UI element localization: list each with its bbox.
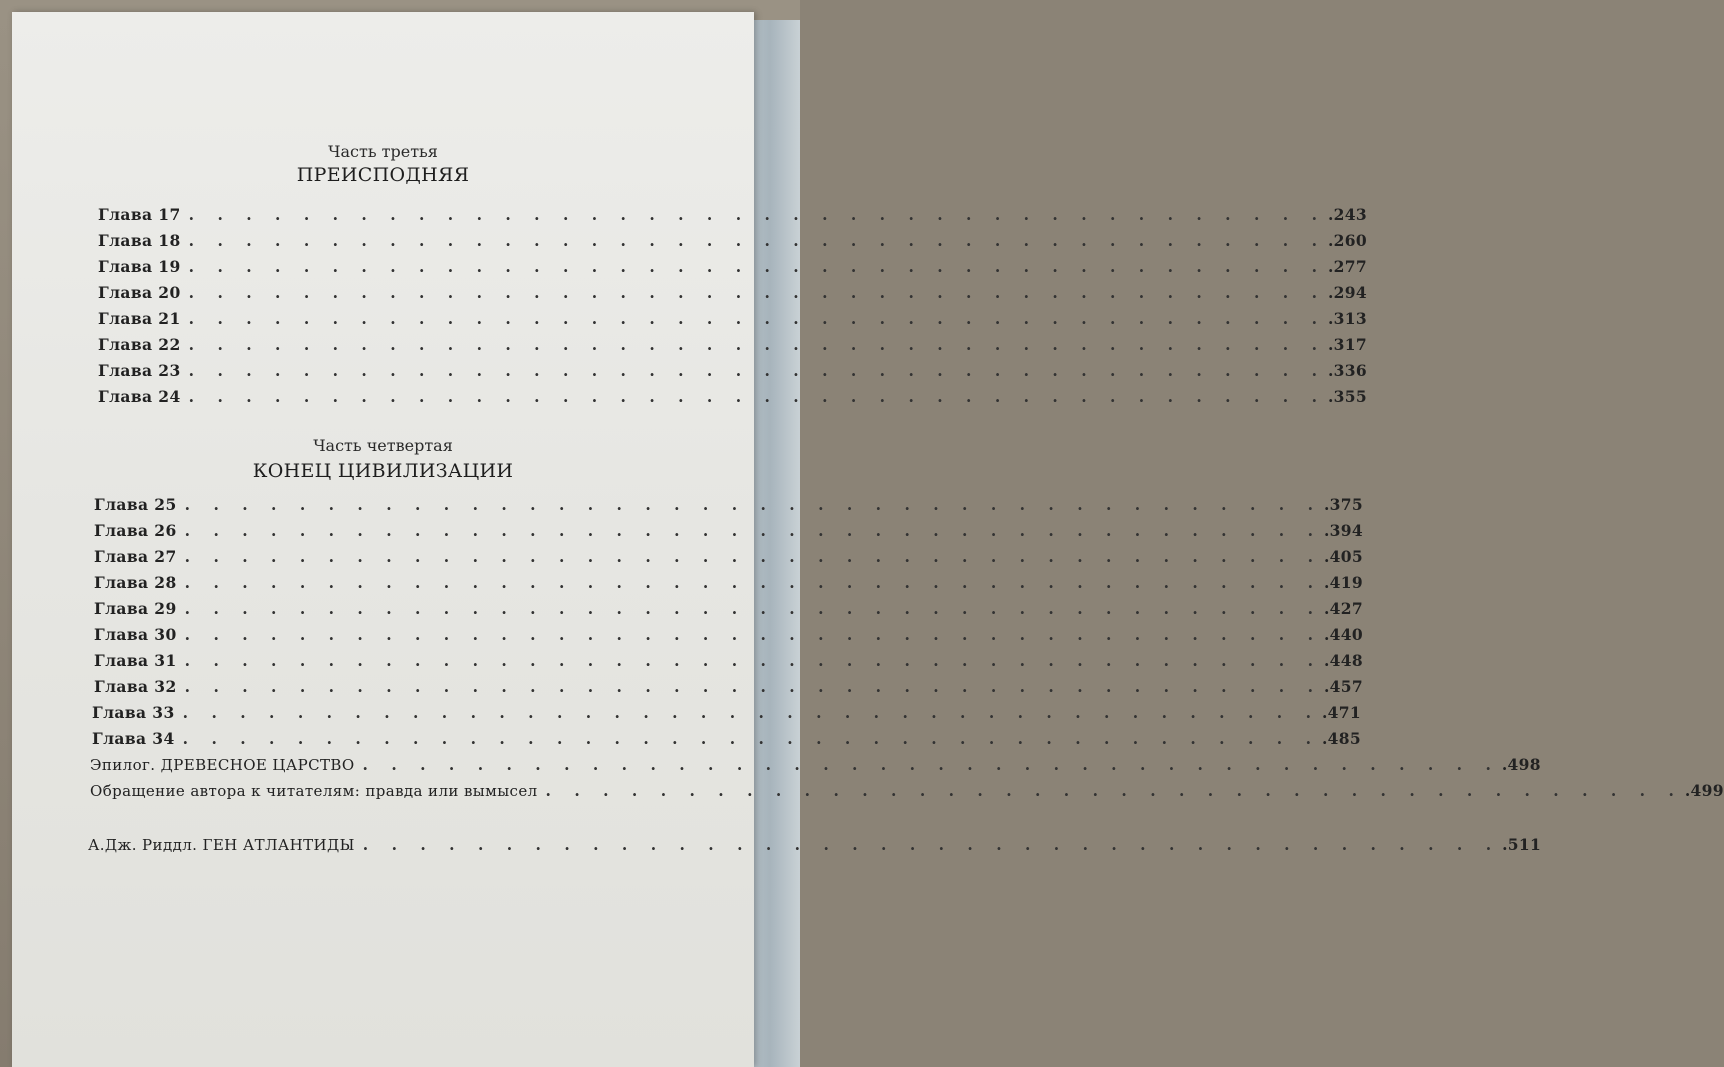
toc-entry-title: Глава 31 bbox=[94, 651, 177, 670]
toc-entry-title: А.Дж. Риддл. ГЕН АТЛАНТИДЫ bbox=[88, 836, 355, 854]
toc-leader-dots: . . . . . . . . . . . . . . . . . . . . . . . . . . . . . . . . . . . . . . . . bbox=[362, 755, 1500, 774]
toc-entry-page: .336 bbox=[1327, 361, 1367, 380]
toc-entry-title: Глава 33 bbox=[92, 703, 175, 722]
toc-entry-chapter-21 bbox=[98, 308, 1367, 330]
toc-entry-page: .243 bbox=[1327, 205, 1367, 224]
toc-entry-page: .498 bbox=[1501, 755, 1541, 774]
toc-leader-dots: . . . . . . . . . . . . . . . . . . . . . . . . . . . . . . . . . . . . . . . . bbox=[184, 495, 1322, 514]
part-3-title: ПРЕИСПОДНЯЯ bbox=[296, 164, 470, 186]
toc-leader-dots: . . . . . . . . . . . . . . . . . . . . . . . . . . . . . . . . . . . . . . . . bbox=[184, 651, 1322, 670]
toc-leader-dots: . . . . . . . . . . . . . . . . . . . . . . . . . . . . . . . . . . . . . . . . bbox=[182, 729, 1320, 748]
toc-entry-chapter-19 bbox=[98, 256, 1367, 278]
toc-entry-appendix bbox=[88, 834, 1542, 856]
toc-entry-chapter-28 bbox=[94, 572, 1363, 594]
toc-entry-page: .511 bbox=[1502, 835, 1542, 854]
toc-entry-chapter-30 bbox=[94, 624, 1363, 646]
toc-leader-dots: . . . . . . . . . . . . . . . . . . . . . . . . . . . . . . . . . . . . . . . . bbox=[184, 625, 1322, 644]
toc-leader-dots: . . . . . . . . . . . . . . . . . . . . . . . . . . . . . . . . . . . . . . . . bbox=[184, 599, 1322, 618]
toc-entry-author-address bbox=[90, 780, 1724, 802]
toc-entry-title: Глава 23 bbox=[98, 361, 181, 380]
part-4-title: КОНЕЦ ЦИВИЛИЗАЦИИ bbox=[252, 460, 514, 482]
part-3-label: Часть третья bbox=[328, 142, 438, 161]
toc-leader-dots: . . . . . . . . . . . . . . . . . . . . . . . . . . . . . . . . . . . . . . . . bbox=[188, 361, 1326, 380]
toc-entry-page: .375 bbox=[1323, 495, 1363, 514]
toc-entry-page: .277 bbox=[1327, 257, 1367, 276]
toc-entry-chapter-32 bbox=[94, 676, 1363, 698]
toc-entry-page: .427 bbox=[1323, 599, 1363, 618]
toc-entry-page: .419 bbox=[1323, 573, 1363, 592]
toc-leader-dots: . . . . . . . . . . . . . . . . . . . . . . . . . . . . . . . . . . . . . . . . bbox=[184, 521, 1322, 540]
toc-entry-title: Глава 20 bbox=[98, 283, 181, 302]
toc-entry-chapter-24 bbox=[98, 386, 1367, 408]
toc-entry-chapter-34 bbox=[92, 728, 1361, 750]
toc-entry-page: .485 bbox=[1321, 729, 1361, 748]
toc-entry-page: .499 bbox=[1684, 781, 1724, 800]
toc-entry-chapter-22 bbox=[98, 334, 1367, 356]
toc-entry-page: .317 bbox=[1327, 335, 1367, 354]
toc-entry-title: Глава 26 bbox=[94, 521, 177, 540]
toc-entry-chapter-29 bbox=[94, 598, 1363, 620]
toc-entry-title: Глава 27 bbox=[94, 547, 177, 566]
toc-entry-title: Глава 21 bbox=[98, 309, 181, 328]
toc-entry-chapter-26 bbox=[94, 520, 1363, 542]
toc-entry-title: Глава 17 bbox=[98, 205, 181, 224]
book-page bbox=[12, 12, 1724, 1067]
toc-entry-title: Глава 24 bbox=[98, 387, 181, 406]
toc-entry-page: .405 bbox=[1323, 547, 1363, 566]
toc-leader-dots: . . . . . . . . . . . . . . . . . . . . . . . . . . . . . . . . . . . . . . . . bbox=[188, 231, 1326, 250]
toc-entry-title: Глава 30 bbox=[94, 625, 177, 644]
toc-leader-dots: . . . . . . . . . . . . . . . . . . . . . . . . . . . . . . . . . . . . . . . . bbox=[188, 387, 1326, 406]
toc-entry-title: Глава 32 bbox=[94, 677, 177, 696]
toc-leader-dots: . . . . . . . . . . . . . . . . . . . . . . . . . . . . . . . . . . . . . . . . bbox=[184, 677, 1322, 696]
toc-entry-page: .394 bbox=[1323, 521, 1363, 540]
toc-entry-title: Глава 19 bbox=[98, 257, 181, 276]
toc-entry-page: .440 bbox=[1323, 625, 1363, 644]
toc-entry-page: .355 bbox=[1327, 387, 1367, 406]
toc-entry-chapter-20 bbox=[98, 282, 1367, 304]
toc-entry-chapter-18 bbox=[98, 230, 1367, 252]
toc-entry-title: Глава 34 bbox=[92, 729, 175, 748]
toc-entry-title: Обращение автора к читателям: правда или вымысел bbox=[90, 782, 538, 800]
toc-entry-epilogue bbox=[90, 754, 1541, 776]
toc-entry-chapter-23 bbox=[98, 360, 1367, 382]
toc-leader-dots: . . . . . . . . . . . . . . . . . . . . . . . . . . . . . . . . . . . . . . . . bbox=[184, 547, 1322, 566]
toc-leader-dots: . . . . . . . . . . . . . . . . . . . . . . . . . . . . . . . . . . . . . . . . bbox=[188, 335, 1326, 354]
toc-leader-dots: . . . . . . . . . . . . . . . . . . . . . . . . . . . . . . . . . . . . . . . . bbox=[545, 781, 1683, 800]
toc-entry-chapter-25 bbox=[94, 494, 1363, 516]
toc-leader-dots: . . . . . . . . . . . . . . . . . . . . . . . . . . . . . . . . . . . . . . . . bbox=[182, 703, 1320, 722]
toc-entry-page: .448 bbox=[1323, 651, 1363, 670]
toc-leader-dots: . . . . . . . . . . . . . . . . . . . . . . . . . . . . . . . . . . . . . . . . bbox=[184, 573, 1322, 592]
toc-entry-title: Эпилог. ДРЕВЕСНОЕ ЦАРСТВО bbox=[90, 756, 355, 774]
toc-entry-title: Глава 29 bbox=[94, 599, 177, 618]
toc-entry-page: .457 bbox=[1323, 677, 1363, 696]
toc-leader-dots: . . . . . . . . . . . . . . . . . . . . . . . . . . . . . . . . . . . . . . . . bbox=[188, 205, 1326, 224]
toc-entry-page: .471 bbox=[1321, 703, 1361, 722]
toc-entry-page: .294 bbox=[1327, 283, 1367, 302]
toc-leader-dots: . . . . . . . . . . . . . . . . . . . . . . . . . . . . . . . . . . . . . . . . bbox=[188, 309, 1326, 328]
toc-leader-dots: . . . . . . . . . . . . . . . . . . . . . . . . . . . . . . . . . . . . . . . . bbox=[188, 257, 1326, 276]
toc-leader-dots: . . . . . . . . . . . . . . . . . . . . . . . . . . . . . . . . . . . . . . . . bbox=[188, 283, 1326, 302]
toc-entry-chapter-17 bbox=[98, 204, 1367, 226]
toc-entry-page: .313 bbox=[1327, 309, 1367, 328]
toc-entry-chapter-27 bbox=[94, 546, 1363, 568]
toc-entry-chapter-31 bbox=[94, 650, 1363, 672]
toc-leader-dots: . . . . . . . . . . . . . . . . . . . . . . . . . . . . . . . . . . . . . . . . bbox=[362, 835, 1501, 854]
toc-entry-title: Глава 28 bbox=[94, 573, 177, 592]
part-4-label: Часть четвертая bbox=[313, 436, 453, 455]
toc-entry-title: Глава 18 bbox=[98, 231, 181, 250]
toc-entry-title: Глава 25 bbox=[94, 495, 177, 514]
toc-entry-page: .260 bbox=[1327, 231, 1367, 250]
toc-entry-chapter-33 bbox=[92, 702, 1361, 724]
toc-entry-title: Глава 22 bbox=[98, 335, 181, 354]
